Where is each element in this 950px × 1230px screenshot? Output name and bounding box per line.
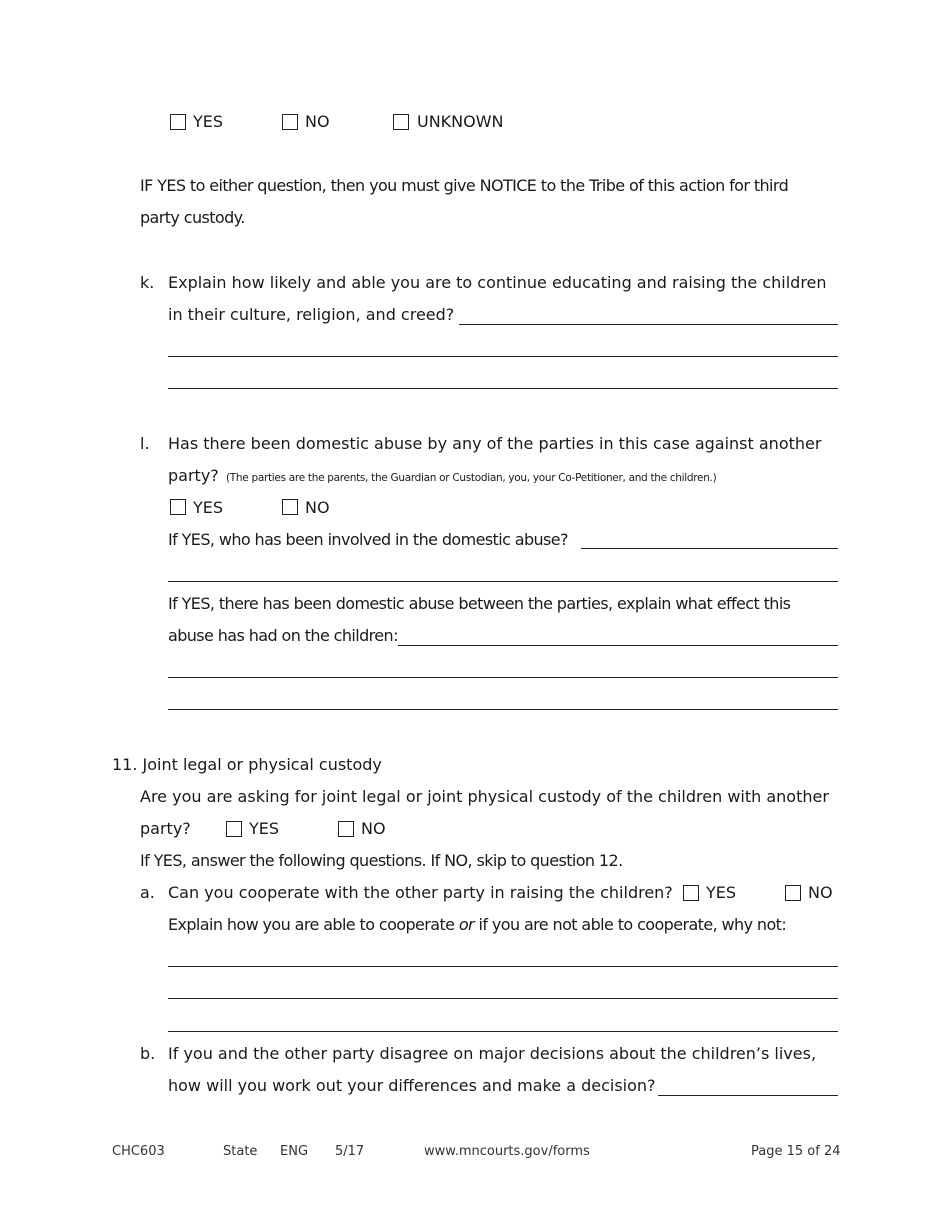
q11a-explain-pre: Explain how you are able to cooperate <box>168 915 459 934</box>
footer-page-number: Page 15 of 24 <box>751 1144 841 1159</box>
item-l-marker: l. <box>140 434 150 453</box>
q11-ask-line-1: Are you are asking for joint legal or joint physical custody of the children with another <box>140 787 829 806</box>
footer-language: ENG <box>280 1144 309 1159</box>
q11b-answer-line[interactable] <box>658 1095 838 1096</box>
q11-ask-line-2: party? <box>140 819 191 838</box>
top-no-label: NO <box>305 112 330 131</box>
l-yes-label: YES <box>193 498 224 517</box>
q11b-line-1: If you and the other party disagree on major decisions about the children’s lives, <box>168 1044 817 1063</box>
parties-note: (The parties are the parents, the Guardian or Custodian, you, your Co-Petitioner, and the children.) <box>226 472 717 484</box>
q11-heading: 11. Joint legal or physical custody <box>112 755 382 774</box>
footer-form-number: CHC603 <box>112 1144 165 1159</box>
top-no-checkbox[interactable] <box>282 114 298 130</box>
q11b-marker: b. <box>140 1044 156 1063</box>
q11-no-checkbox[interactable] <box>338 821 354 837</box>
footer-date: 5/17 <box>335 1144 365 1159</box>
item-k-line-1: Explain how likely and able you are to continue educating and raising the children <box>168 273 827 292</box>
l-effect-answer-line-1[interactable] <box>398 645 838 646</box>
k-answer-line-1[interactable] <box>459 324 838 325</box>
notice-line-2: party custody. <box>140 208 245 227</box>
l-no-checkbox[interactable] <box>282 499 298 515</box>
q11a-explain-or: or <box>458 915 475 934</box>
q11a-explain-post: if you are not able to cooperate, why not: <box>474 915 787 934</box>
q11a-marker: a. <box>140 883 155 902</box>
top-unknown-checkbox[interactable] <box>393 114 409 130</box>
k-answer-line-3[interactable] <box>168 388 838 389</box>
top-yes-label: YES <box>193 112 224 131</box>
q11a-answer-line-2[interactable] <box>168 998 838 999</box>
q11a-answer-line-3[interactable] <box>168 1031 838 1032</box>
q11a-no-label: NO <box>808 883 833 902</box>
q11-no-label: NO <box>361 819 386 838</box>
l-effect-answer-line-3[interactable] <box>168 709 838 710</box>
l-effect-answer-line-2[interactable] <box>168 677 838 678</box>
q11a-question: Can you cooperate with the other party in raising the children? <box>168 883 673 902</box>
l-involved-answer-line-2[interactable] <box>168 581 838 582</box>
notice-line-1: IF YES to either question, then you must give NOTICE to the Tribe of this action for third <box>140 176 789 195</box>
top-yes-checkbox[interactable] <box>170 114 186 130</box>
q11b-line-2: how will you work out your differences and make a decision? <box>168 1076 656 1095</box>
l-effect-line-2: abuse has had on the children: <box>168 626 398 645</box>
footer-state: State <box>223 1144 258 1159</box>
q11a-no-checkbox[interactable] <box>785 885 801 901</box>
l-effect-line-1: If YES, there has been domestic abuse between the parties, explain what effect this <box>168 594 791 613</box>
top-unknown-label: UNKNOWN <box>417 112 504 131</box>
q11a-explain <box>168 915 786 935</box>
l-involved-question: If YES, who has been involved in the domestic abuse? <box>168 530 568 549</box>
q11-yes-checkbox[interactable] <box>226 821 242 837</box>
l-no-label: NO <box>305 498 330 517</box>
l-yes-checkbox[interactable] <box>170 499 186 515</box>
item-k-line-2: in their culture, religion, and creed? <box>168 305 455 324</box>
item-l-line-1: Has there been domestic abuse by any of the parties in this case against another <box>168 434 822 453</box>
q11a-yes-label: YES <box>706 883 737 902</box>
q11-yes-label: YES <box>249 819 280 838</box>
item-l-line-2: party? <box>168 466 219 485</box>
k-answer-line-2[interactable] <box>168 356 838 357</box>
item-k-marker: k. <box>140 273 155 292</box>
footer-url[interactable]: www.mncourts.gov/forms <box>424 1144 590 1159</box>
q11-instruction: If YES, answer the following questions. If NO, skip to question 12. <box>140 851 623 870</box>
q11a-answer-line-1[interactable] <box>168 966 838 967</box>
l-involved-answer-line-1[interactable] <box>581 548 838 549</box>
q11a-yes-checkbox[interactable] <box>683 885 699 901</box>
